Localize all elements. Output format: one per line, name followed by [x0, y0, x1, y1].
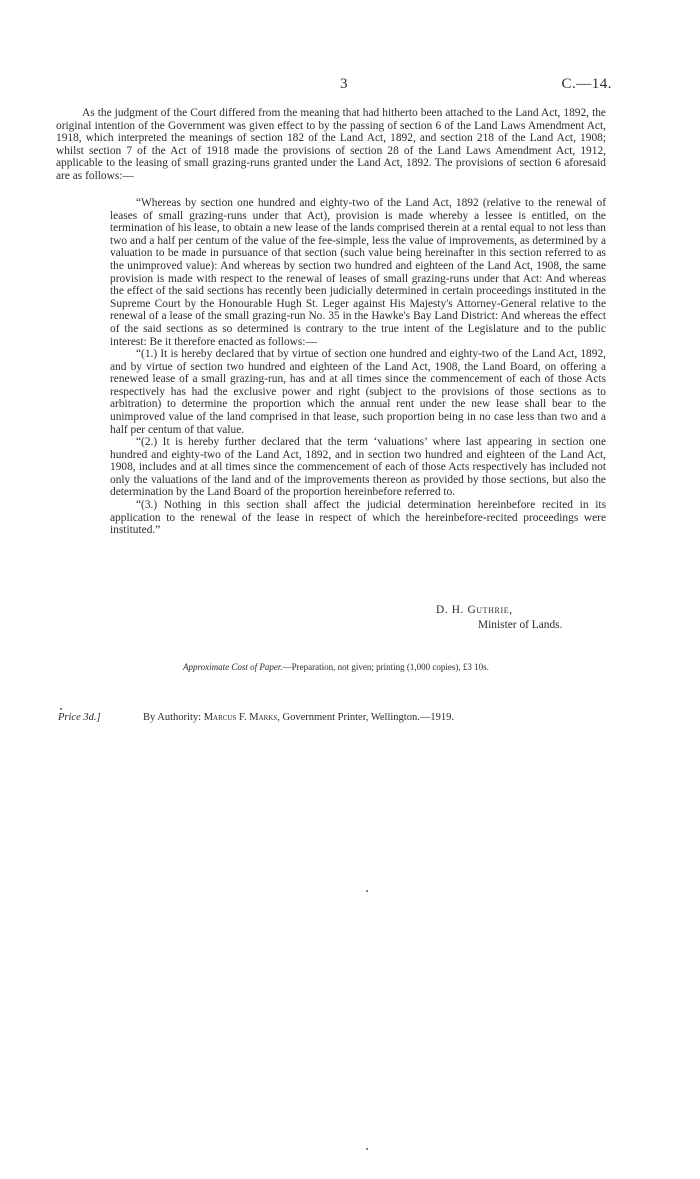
price-label: Price 3d.]	[58, 712, 101, 723]
printer-authority	[143, 712, 454, 723]
cost-text: —Preparation, not given; printing (1,000 copies), £3 10s.	[282, 662, 489, 672]
paper-reference: C.—14.	[561, 76, 612, 92]
authority-suffix: , Government Printer, Wellington.—1919.	[277, 712, 454, 723]
quoted-preamble: “Whereas by section one hundred and eighty-two of the Land Act, 1892 (relative to the renewal of leases of small grazing-runs under that Act), provision is made whereby a lessee is entitled, on the termination of his lease, to obtain a new lease of the lands comprised therein at a rental equal to not less than two and a half per centum of the value of the fee-simple, less the value of improvements, as determined by a valuation to be made in pursuance of that section (such value being hereinafter in this section referred to as the unimproved value): And whereas by section two hundred and eighteen of the Land Act, 1908, the same provision is made with respect to the renewal of leases of small grazing-runs under that Act: And whereas the effect of the said sections has recently been judicially determined in certain proceedings instituted in the Supreme Court by the Honourable Hugh St. Leger against His Majesty's Attorney-General relative to the renewal of a lease of the small grazing-run No. 35 in the Hawke's Bay Land District: And whereas the effect of the said sections as so determined is contrary to the true intent of the Legislature and to the public interest: Be it therefore enacted as follows:—	[110, 197, 606, 348]
page-number: 3	[340, 76, 348, 92]
cost-label: Approximate Cost of Paper.	[183, 662, 283, 672]
scan-speck	[366, 1148, 368, 1150]
authority-prefix: By Authority:	[143, 712, 202, 723]
printer-name: Marcus F. Marks	[203, 712, 278, 723]
signature-title: Minister of Lands.	[478, 619, 563, 631]
scan-speck	[60, 708, 62, 710]
intro-paragraph: As the judgment of the Court differed from the meaning that had hitherto been attached to the Land Act, 1892, the original intention of the Government was given effect to by the passing of section 6 of the Land Laws Amendment Act, 1918, which interpreted the meanings of section 182 of the Land Act, 1892, and section 218 of the Land Act, 1908; whilst section 7 of the Act of 1918 made the provisions of section 28 of the Land Laws Amendment Act, 1912, applicable to the leasing of small grazing-runs granted under the Land Act, 1892. The provisions of section 6 aforesaid are as follows:—	[56, 107, 606, 182]
quoted-clause-1: “(1.) It is hereby declared that by virtue of section one hundred and eighty-two of the Land Act, 1892, and by virtue of section two hundred and eighteen of the Land Act, 1908, the Land Board, on offering a renewed lease of a small grazing-run, has and at all times since the commencement of each of those Acts respectively has had the exclusive power and right (subject to the provisions of those sections as to arbitration) to determine the proportion which the annual rent under the new lease shall bear to the unimproved value of the land comprised in that lease, such proportion being in no case less than two and a half per centum of that value.	[110, 348, 606, 436]
quoted-clause-3: “(3.) Nothing in this section shall affect the judicial determination hereinbefore recited in its application to the renewal of the lease in respect of which the hereinbefore-recited proceedings were instituted.”	[110, 499, 606, 537]
quoted-clause-2: “(2.) It is hereby further declared that the term ‘valuations’ where last appearing in section one hundred and eighty-two of the Land Act, 1892, and in section two hundred and eighteen of the Land Act, 1908, includes and at all times since the commencement of each of those Acts respectively has included not only the valuations of the land and of the improvements thereon as provided by those sections, but also the determination by the Land Board of the proportion hereinbefore referred to.	[110, 436, 606, 499]
signature-name: D. H. Guthrie,	[436, 604, 513, 616]
scan-speck	[366, 890, 368, 892]
cost-note	[183, 662, 489, 672]
